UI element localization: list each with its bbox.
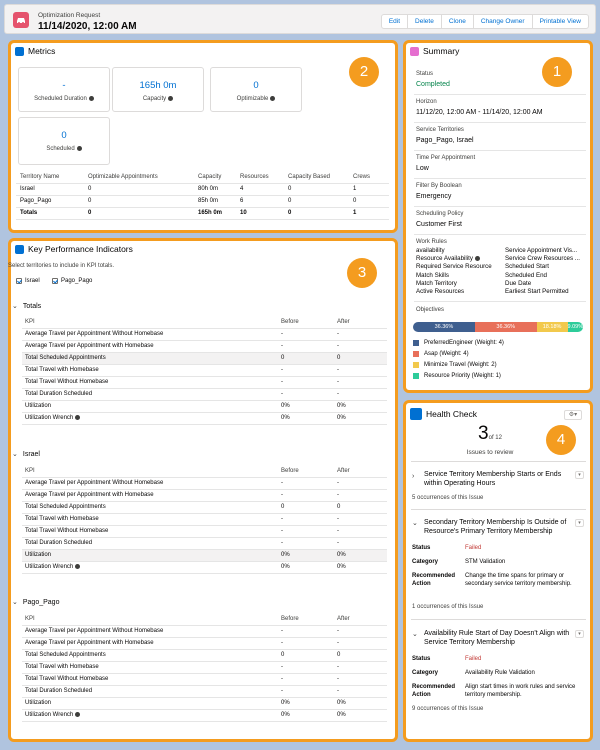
chevron-down-icon[interactable]: ⌄ xyxy=(412,631,418,638)
metric-tile-scheduled xyxy=(18,117,110,165)
cell: 0 xyxy=(84,183,194,195)
metric-tile-scheduled-duration xyxy=(18,67,110,112)
cell: 0 xyxy=(334,649,387,661)
table-row xyxy=(22,637,387,649)
cell: 0% xyxy=(278,697,334,709)
column-header: Resources xyxy=(236,171,284,183)
checkbox-checked-icon[interactable] xyxy=(16,278,22,284)
cell: - xyxy=(334,388,387,400)
cell: Average Travel per Appointment with Homebase xyxy=(22,637,278,649)
cell: - xyxy=(334,525,387,537)
cell: 0% xyxy=(278,400,334,412)
cell: - xyxy=(334,340,387,352)
work-rule-item: Resource Availability xyxy=(416,255,504,263)
printable-view-button[interactable]: Printable View xyxy=(532,14,589,29)
cell: - xyxy=(278,637,334,649)
issue-title[interactable]: Service Territory Membership Starts or Ends within Operating Hours xyxy=(424,471,562,487)
table-row xyxy=(22,649,387,661)
cell: Total Travel Without Homebase xyxy=(22,376,278,388)
divider xyxy=(414,234,586,235)
table-row xyxy=(22,625,387,637)
time-per-appointment-field xyxy=(416,155,586,173)
kpi-table-israel xyxy=(22,465,387,574)
legend-label: Asap (Weight: 4) xyxy=(424,351,469,357)
cell: - xyxy=(278,388,334,400)
field-value: Pago_Pago, Israel xyxy=(416,137,474,144)
legend-swatch xyxy=(413,362,419,368)
metric-tile-optimizable xyxy=(210,67,302,112)
status-failed: Failed xyxy=(465,656,482,662)
table-row xyxy=(22,477,387,489)
field-label: Service Territories xyxy=(416,127,464,133)
cell: - xyxy=(278,685,334,697)
cell: Pago_Pago xyxy=(16,195,84,207)
cell: Utilization xyxy=(22,549,278,561)
work-rules-list-right xyxy=(505,247,591,296)
table-row xyxy=(16,183,389,195)
info-icon[interactable] xyxy=(77,146,82,151)
chevron-down-icon: ⌄ xyxy=(12,451,18,458)
objective-segment: 9.09% xyxy=(567,324,583,330)
cell: - xyxy=(334,477,387,489)
column-header: Territory Name xyxy=(16,171,84,183)
field-value: 11/12/20, 12:00 AM - 11/14/20, 12:00 AM xyxy=(416,109,543,116)
table-row xyxy=(22,501,387,513)
cell: 0 xyxy=(278,501,334,513)
summary-icon xyxy=(410,47,419,56)
filter-by-boolean-field xyxy=(416,183,586,201)
cell: Utilization Wrench xyxy=(22,561,278,573)
chevron-right-icon[interactable]: › xyxy=(412,473,415,480)
cell: Total Travel Without Homebase xyxy=(22,673,278,685)
work-rule-item: Scheduled End xyxy=(505,271,547,279)
chevron-down-icon[interactable]: ⌄ xyxy=(412,520,418,527)
delete-button[interactable]: Delete xyxy=(407,14,442,29)
checkbox-checked-icon[interactable] xyxy=(52,278,58,284)
record-type-label: Optimization Request xyxy=(38,12,101,19)
cell: - xyxy=(278,525,334,537)
legend-swatch xyxy=(413,340,419,346)
territory-metrics-table xyxy=(16,171,389,220)
cell: - xyxy=(334,513,387,525)
cell: Average Travel per Appointment Without Homebase xyxy=(22,477,278,489)
checkbox-israel[interactable] xyxy=(16,278,40,284)
issue-title[interactable]: Availability Rule Start of Day Doesn't Align with Service Territory Membership xyxy=(424,630,570,646)
issue-count xyxy=(403,423,582,445)
work-rule-item: availability xyxy=(416,247,445,254)
legend-item xyxy=(413,373,501,379)
column-header: After xyxy=(334,613,387,625)
work-rule-item: Earliest Start Permitted xyxy=(505,288,569,296)
cell: 0% xyxy=(278,709,334,721)
record-header xyxy=(4,4,596,34)
cell: Totals xyxy=(16,207,84,219)
table-row xyxy=(22,685,387,697)
cell: Total Travel with Homebase xyxy=(22,364,278,376)
objectives-field xyxy=(416,307,586,313)
table-row xyxy=(22,513,387,525)
cell: 0% xyxy=(334,709,387,721)
field-value: Low xyxy=(416,165,429,172)
metric-value: 0 xyxy=(61,130,67,141)
issue-menu-button[interactable]: ▾ xyxy=(575,519,584,527)
section-title: Totals xyxy=(22,302,42,310)
table-row xyxy=(22,364,387,376)
optimization-icon xyxy=(13,12,29,28)
divider xyxy=(414,178,586,179)
table-row xyxy=(22,376,387,388)
record-title: 11/14/2020, 12:00 AM xyxy=(38,21,137,32)
cell: - xyxy=(334,376,387,388)
legend-swatch xyxy=(413,373,419,379)
cell: 0 xyxy=(284,195,349,207)
detail-value: STM Validation xyxy=(465,559,506,565)
column-header: Optimizable Appointments xyxy=(84,171,194,183)
cell: 0 xyxy=(284,183,349,195)
detail-label: Category xyxy=(412,559,439,565)
cell: 0 xyxy=(84,207,194,219)
legend-label: Resource Priority (Weight: 1) xyxy=(424,373,501,379)
info-icon[interactable] xyxy=(75,712,80,717)
metrics-card xyxy=(8,40,398,233)
cell: - xyxy=(278,328,334,340)
edit-button[interactable]: Edit xyxy=(381,14,408,29)
cell: Average Travel per Appointment with Homebase xyxy=(22,489,278,501)
issue-menu-button[interactable]: ▾ xyxy=(575,630,584,638)
column-header: Before xyxy=(278,316,334,328)
cell: 0 xyxy=(278,352,334,364)
column-header: Before xyxy=(278,465,334,477)
cell: Total Travel with Homebase xyxy=(22,661,278,673)
cell: Utilization xyxy=(22,400,278,412)
column-header: Before xyxy=(278,613,334,625)
table-row xyxy=(22,525,387,537)
cell: - xyxy=(278,340,334,352)
checkbox-label: Pago_Pago xyxy=(61,278,93,284)
cell: 1 xyxy=(349,183,389,195)
section-title: Israel xyxy=(22,450,40,458)
work-rule-item: Service Crew Resources ... xyxy=(505,255,580,263)
cell: 10 xyxy=(236,207,284,219)
health-check-card xyxy=(403,400,593,742)
metric-label: Optimizable xyxy=(211,96,301,102)
work-rules-list-left xyxy=(416,247,504,296)
table-row xyxy=(22,661,387,673)
column-header: KPI xyxy=(22,465,278,477)
kpi-header xyxy=(11,241,395,257)
cell: 0% xyxy=(334,549,387,561)
divider xyxy=(414,122,586,123)
field-value: Emergency xyxy=(416,193,452,200)
legend-item xyxy=(413,362,497,368)
cell: Total Travel Without Homebase xyxy=(22,525,278,537)
cell: 6 xyxy=(236,195,284,207)
cell: Utilization Wrench xyxy=(22,709,278,721)
callout-badge-3: 3 xyxy=(347,258,377,288)
cell: 0% xyxy=(278,549,334,561)
legend-swatch xyxy=(413,351,419,357)
cell: - xyxy=(334,489,387,501)
divider xyxy=(414,301,586,302)
table-row xyxy=(22,549,387,561)
clone-button[interactable]: Clone xyxy=(441,14,474,29)
detail-label: Status xyxy=(412,545,431,551)
issue-count-total: of 12 xyxy=(488,435,502,441)
metric-tile-capacity xyxy=(112,67,204,112)
callout-badge-2: 2 xyxy=(349,57,379,87)
cell: - xyxy=(334,364,387,376)
metric-value: 0 xyxy=(253,80,259,91)
table-row xyxy=(22,328,387,340)
cell: 0 xyxy=(334,501,387,513)
cell: - xyxy=(334,685,387,697)
kpi-table-totals xyxy=(22,316,387,425)
detail-value: Align start times in work rules and service territory membership. xyxy=(465,684,576,698)
issue-menu-button[interactable]: ▾ xyxy=(575,471,584,479)
issue-title[interactable]: Secondary Territory Membership Is Outside of Resource's Primary Territory Membership xyxy=(424,519,567,535)
table-row xyxy=(22,388,387,400)
cell: - xyxy=(278,513,334,525)
cell: Average Travel per Appointment with Homebase xyxy=(22,340,278,352)
work-rule-item: Match Territory xyxy=(416,279,457,287)
work-rule-item: Service Appointment Vis... xyxy=(505,247,578,254)
cell: - xyxy=(334,328,387,340)
metrics-header xyxy=(11,43,395,59)
work-rule-item: Scheduled Start xyxy=(505,263,550,271)
cell: 85h 0m xyxy=(194,195,236,207)
table-row xyxy=(22,561,387,573)
divider xyxy=(411,619,586,620)
work-rule-item: Match Skills xyxy=(416,271,450,279)
table-row xyxy=(22,412,387,424)
table-row xyxy=(22,340,387,352)
cell: - xyxy=(334,625,387,637)
cell: 0% xyxy=(334,561,387,573)
column-header: KPI xyxy=(22,316,278,328)
detail-label: Recommended Action xyxy=(412,573,456,587)
cell: 0% xyxy=(334,412,387,424)
issue-occurrences: 9 occurrences of this Issue xyxy=(412,706,484,712)
metric-label: Scheduled xyxy=(19,146,109,152)
cell: Utilization xyxy=(22,697,278,709)
detail-value: Change the time spans for primary or secondary service territory membership. xyxy=(465,573,572,587)
field-label: Status xyxy=(416,71,434,77)
cell: - xyxy=(278,673,334,685)
cell: Total Scheduled Appointments xyxy=(22,649,278,661)
change-owner-button[interactable]: Change Owner xyxy=(473,14,533,29)
cell: - xyxy=(278,537,334,549)
cell: 0% xyxy=(334,697,387,709)
callout-badge-1: 1 xyxy=(542,57,572,87)
info-icon[interactable] xyxy=(270,96,275,101)
cell: Total Scheduled Appointments xyxy=(22,501,278,513)
table-row xyxy=(22,709,387,721)
cell: 0 xyxy=(334,352,387,364)
field-label: Objectives xyxy=(416,307,445,313)
totals-row xyxy=(16,207,389,219)
cell: 0% xyxy=(278,412,334,424)
legend-label: PreferredEngineer (Weight: 4) xyxy=(424,340,504,346)
cell: 4 xyxy=(236,183,284,195)
kpi-intro-text: Select territories to include in KPI totals. xyxy=(8,263,115,269)
divider xyxy=(414,206,586,207)
detail-label: Recommended Action xyxy=(412,684,456,698)
gear-icon[interactable]: ⚙▾ xyxy=(564,410,582,420)
cell: Utilization Wrench xyxy=(22,412,278,424)
issue-occurrences: 1 occurrences of this Issue xyxy=(412,604,484,610)
legend-item xyxy=(413,340,504,346)
column-header: KPI xyxy=(22,613,278,625)
field-label: Work Rules xyxy=(416,239,447,245)
column-header: After xyxy=(334,316,387,328)
cell: Total Duration Scheduled xyxy=(22,537,278,549)
cell: 0% xyxy=(334,400,387,412)
metrics-icon xyxy=(15,47,24,56)
status-field xyxy=(416,71,586,89)
status-failed: Failed xyxy=(465,545,482,551)
cell: - xyxy=(278,477,334,489)
issues-subtitle: Issues to review xyxy=(466,449,514,456)
info-icon[interactable] xyxy=(75,564,80,569)
table-row xyxy=(22,697,387,709)
table-row xyxy=(22,489,387,501)
action-buttons xyxy=(382,14,589,29)
table-row xyxy=(16,195,389,207)
column-header: Capacity Based xyxy=(284,171,349,183)
section-toggle-israel[interactable] xyxy=(12,450,40,458)
column-header: Capacity xyxy=(194,171,236,183)
cell: 0 xyxy=(349,195,389,207)
column-header: After xyxy=(334,465,387,477)
health-check-header xyxy=(406,403,590,425)
cell: 0 xyxy=(84,195,194,207)
table-row xyxy=(22,352,387,364)
work-rule-item: Active Resources xyxy=(416,288,465,296)
cell: - xyxy=(334,673,387,685)
issue-occurrences: 5 occurrences of this Issue xyxy=(412,495,484,501)
metrics-title: Metrics xyxy=(28,46,56,56)
work-rules-field xyxy=(416,239,586,245)
objective-segment: 36.36% xyxy=(413,322,475,332)
checkbox-pago-pago[interactable] xyxy=(52,278,92,284)
cell: - xyxy=(278,489,334,501)
metric-value: 165h 0m xyxy=(139,80,177,91)
metric-label: Capacity xyxy=(113,96,203,102)
cell: Total Scheduled Appointments xyxy=(22,352,278,364)
cell: 0 xyxy=(284,207,349,219)
cell: Total Travel with Homebase xyxy=(22,513,278,525)
metric-value: - xyxy=(62,80,66,91)
table-row xyxy=(22,673,387,685)
field-label: Time Per Appointment xyxy=(416,155,476,161)
chevron-down-icon: ⌄ xyxy=(12,599,18,606)
cell: 80h 0m xyxy=(194,183,236,195)
field-value: Customer First xyxy=(416,221,462,228)
metric-label: Scheduled Duration xyxy=(19,96,109,102)
cell: - xyxy=(278,364,334,376)
info-icon[interactable] xyxy=(168,96,173,101)
section-toggle-totals[interactable] xyxy=(12,302,41,310)
cell: Total Duration Scheduled xyxy=(22,388,278,400)
cell: 1 xyxy=(349,207,389,219)
health-check-title: Health Check xyxy=(426,409,478,419)
objective-segment: 18.18% xyxy=(537,322,568,332)
legend-item xyxy=(413,351,469,357)
cell: - xyxy=(278,661,334,673)
issue-count-number: 3 xyxy=(478,423,489,444)
info-icon[interactable] xyxy=(475,256,480,261)
column-header: Crews xyxy=(349,171,389,183)
cell: Average Travel per Appointment Without Homebase xyxy=(22,328,278,340)
scheduling-policy-field xyxy=(416,211,586,229)
chevron-down-icon: ⌄ xyxy=(12,303,18,310)
divider xyxy=(411,509,586,510)
work-rule-item: Due Date xyxy=(505,279,532,287)
work-rule-item: Required Service Resource xyxy=(416,263,492,271)
detail-label: Category xyxy=(412,670,439,676)
kpi-table-pago-pago xyxy=(22,613,387,722)
field-label: Horizon xyxy=(416,99,437,105)
info-icon[interactable] xyxy=(89,96,94,101)
checkbox-label: Israel xyxy=(25,278,40,284)
status-value: Completed xyxy=(416,81,450,88)
cell: - xyxy=(334,537,387,549)
health-check-icon xyxy=(410,408,422,420)
legend-label: Minimize Travel (Weight: 2) xyxy=(424,362,497,368)
flag-icon xyxy=(15,245,24,254)
objective-segment: 36.36% xyxy=(475,322,537,332)
section-title: Pago_Pago xyxy=(22,598,60,606)
cell: - xyxy=(334,661,387,673)
section-toggle-pago-pago[interactable] xyxy=(12,598,59,606)
summary-title: Summary xyxy=(423,46,460,56)
callout-badge-4: 4 xyxy=(546,425,576,455)
horizon-field xyxy=(416,99,586,117)
field-label: Scheduling Policy xyxy=(416,211,464,217)
cell: - xyxy=(278,625,334,637)
kpi-title: Key Performance Indicators xyxy=(28,244,133,254)
objectives-bar xyxy=(413,322,583,332)
cell: Israel xyxy=(16,183,84,195)
cell: Total Duration Scheduled xyxy=(22,685,278,697)
divider xyxy=(414,94,586,95)
detail-value: Availability Rule Validation xyxy=(465,670,535,676)
info-icon[interactable] xyxy=(75,415,80,420)
territories-field xyxy=(416,127,586,145)
table-row xyxy=(22,400,387,412)
cell: 0% xyxy=(278,561,334,573)
summary-header xyxy=(406,43,590,59)
detail-label: Status xyxy=(412,656,431,662)
field-label: Filter By Boolean xyxy=(416,183,462,189)
cell: Average Travel per Appointment Without Homebase xyxy=(22,625,278,637)
cell: 0 xyxy=(278,649,334,661)
divider xyxy=(414,150,586,151)
table-row xyxy=(22,537,387,549)
cell: - xyxy=(278,376,334,388)
cell: - xyxy=(334,637,387,649)
cell: 165h 0m xyxy=(194,207,236,219)
divider xyxy=(411,461,586,462)
